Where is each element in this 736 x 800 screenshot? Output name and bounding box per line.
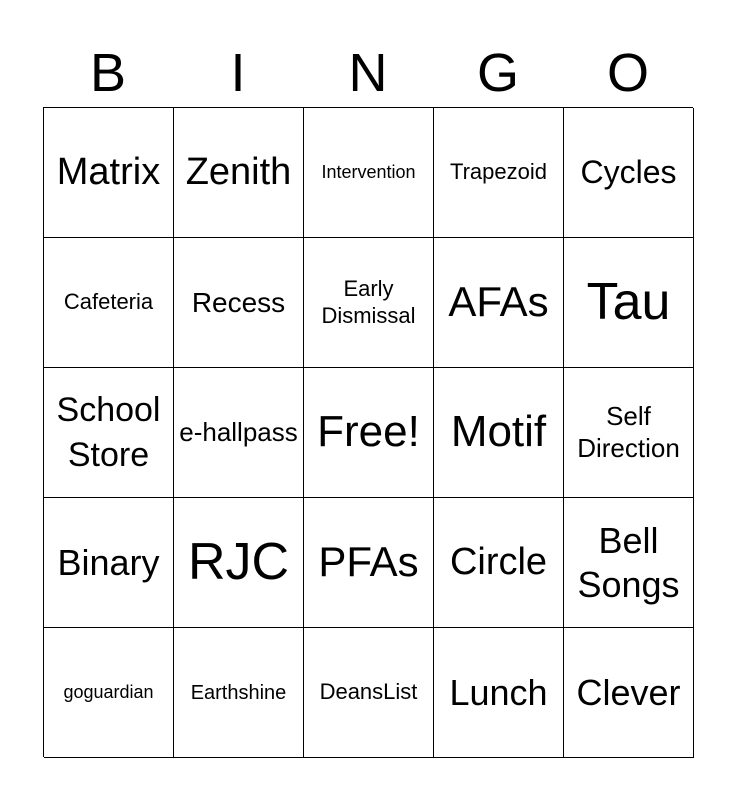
bingo-board [43, 107, 693, 757]
bingo-cell: e-hallpass [174, 368, 304, 498]
bingo-cell: DeansList [304, 628, 434, 758]
bingo-cell: Self Direction [564, 368, 694, 498]
header-letter-g: G [476, 43, 519, 103]
bingo-cell: Binary [44, 498, 174, 628]
bingo-cell: Intervention [304, 108, 434, 238]
bingo-cell: Circle [434, 498, 564, 628]
bingo-cell: Earthshine [174, 628, 304, 758]
bingo-cell: Cycles [564, 108, 694, 238]
bingo-cell: Trapezoid [434, 108, 564, 238]
bingo-cell: School Store [44, 368, 174, 498]
bingo-cell: Tau [564, 238, 694, 368]
header-letter-o: O [606, 43, 649, 103]
bingo-cell: Bell Songs [564, 498, 694, 628]
bingo-cell: Lunch [434, 628, 564, 758]
bingo-header [43, 40, 693, 106]
bingo-cell: Cafeteria [44, 238, 174, 368]
bingo-cell: RJC [174, 498, 304, 628]
bingo-cell: Matrix [44, 108, 174, 238]
bingo-cell: Motif [434, 368, 564, 498]
bingo-cell: PFAs [304, 498, 434, 628]
bingo-cell: goguardian [44, 628, 174, 758]
free-space-cell: Free! [304, 368, 434, 498]
bingo-cell: Early Dismissal [304, 238, 434, 368]
bingo-cell: Zenith [174, 108, 304, 238]
header-letter-i: I [230, 43, 246, 103]
header-letter-b: B [89, 43, 127, 103]
bingo-cell: AFAs [434, 238, 564, 368]
bingo-cell: Recess [174, 238, 304, 368]
header-letter-n: N [348, 43, 388, 103]
bingo-cell: Clever [564, 628, 694, 758]
